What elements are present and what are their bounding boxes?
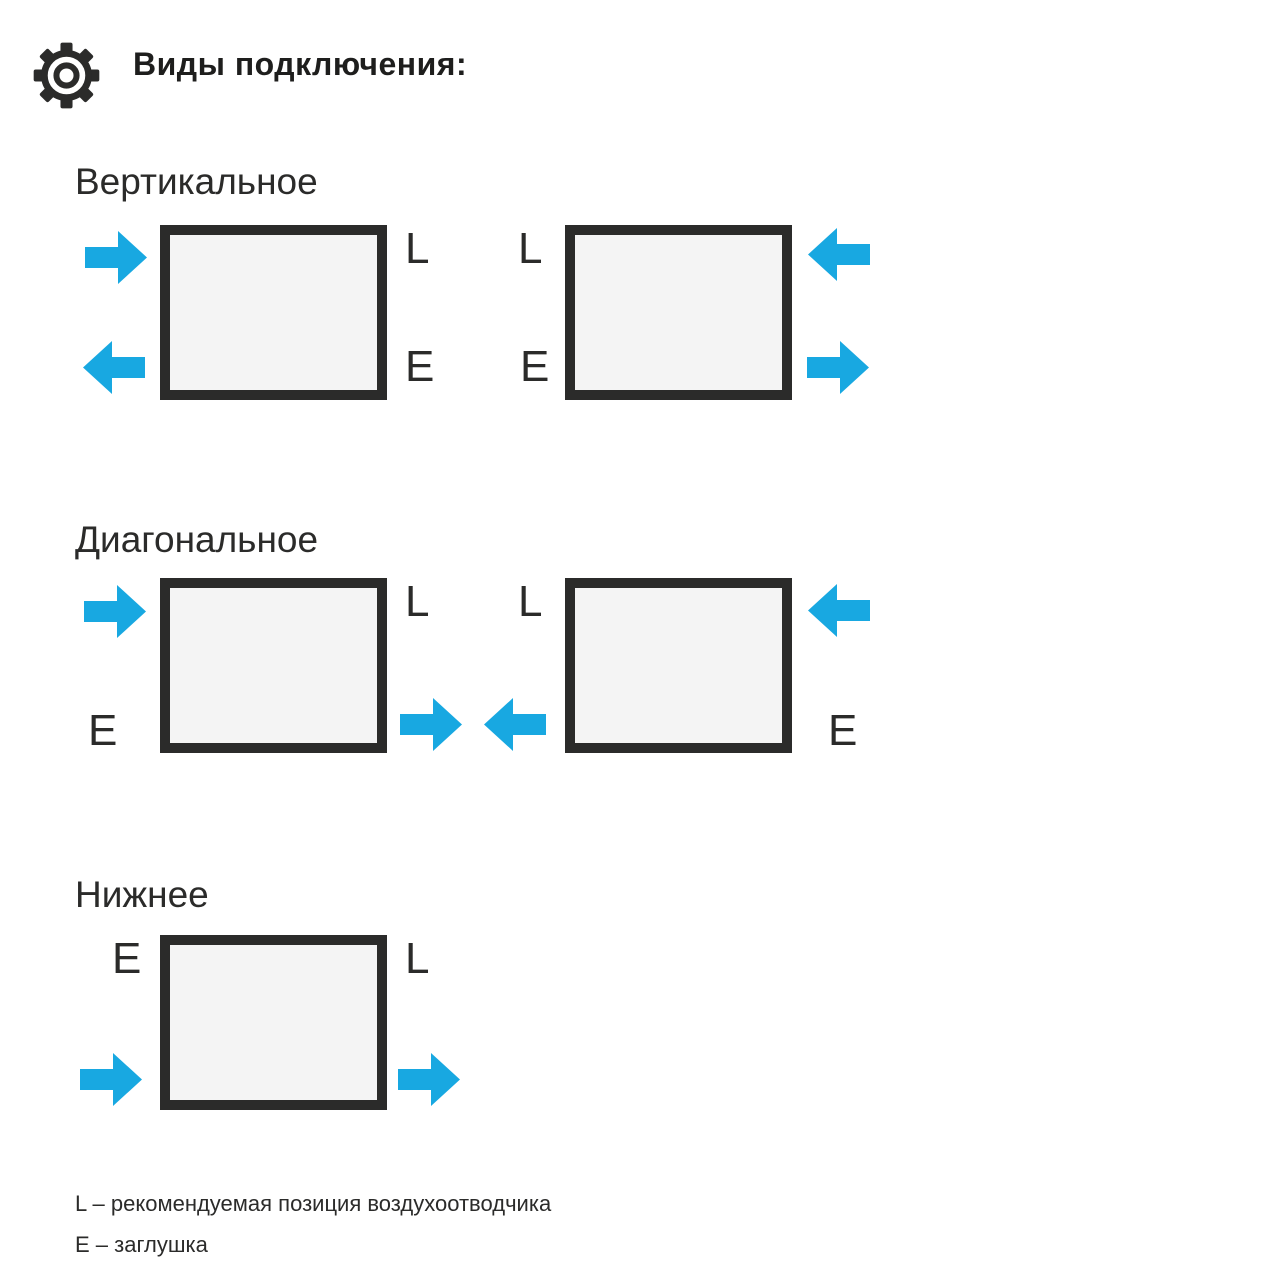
arrow-right-icon (807, 341, 869, 394)
gear-icon (33, 42, 100, 109)
vent-label: L (405, 577, 430, 626)
plug-label: E (520, 342, 550, 391)
section-title-diagonal: Диагональное (75, 519, 319, 560)
section-title-bottom: Нижнее (75, 874, 209, 915)
arrow-right-icon (400, 698, 462, 751)
radiator-rect (160, 935, 387, 1110)
plug-label: E (112, 934, 142, 983)
arrow-right-icon (80, 1053, 142, 1106)
radiator-rect (160, 578, 387, 753)
vent-label: L (518, 224, 543, 273)
plug-label: E (88, 706, 118, 755)
legend-line-plug: E – заглушка (75, 1232, 208, 1257)
legend-line-vent: L – рекомендуемая позиция воздухоотводчика (75, 1191, 552, 1216)
arrow-left-icon (808, 228, 870, 281)
arrow-left-icon (83, 341, 145, 394)
arrow-right-icon (398, 1053, 460, 1106)
vent-label: L (405, 934, 430, 983)
plug-label: E (828, 706, 858, 755)
radiator-rect (565, 225, 792, 400)
radiator-rect (565, 578, 792, 753)
legend (75, 1183, 551, 1265)
arrow-right-icon (84, 585, 146, 638)
arrow-right-icon (85, 231, 147, 284)
page-title: Виды подключения: (133, 46, 468, 82)
arrow-left-icon (808, 584, 870, 637)
plug-label: E (405, 342, 435, 391)
arrow-left-icon (484, 698, 546, 751)
vent-label: L (405, 224, 430, 273)
vent-label: L (518, 577, 543, 626)
section-title-vertical: Вертикальное (75, 161, 318, 202)
radiator-rect (160, 225, 387, 400)
